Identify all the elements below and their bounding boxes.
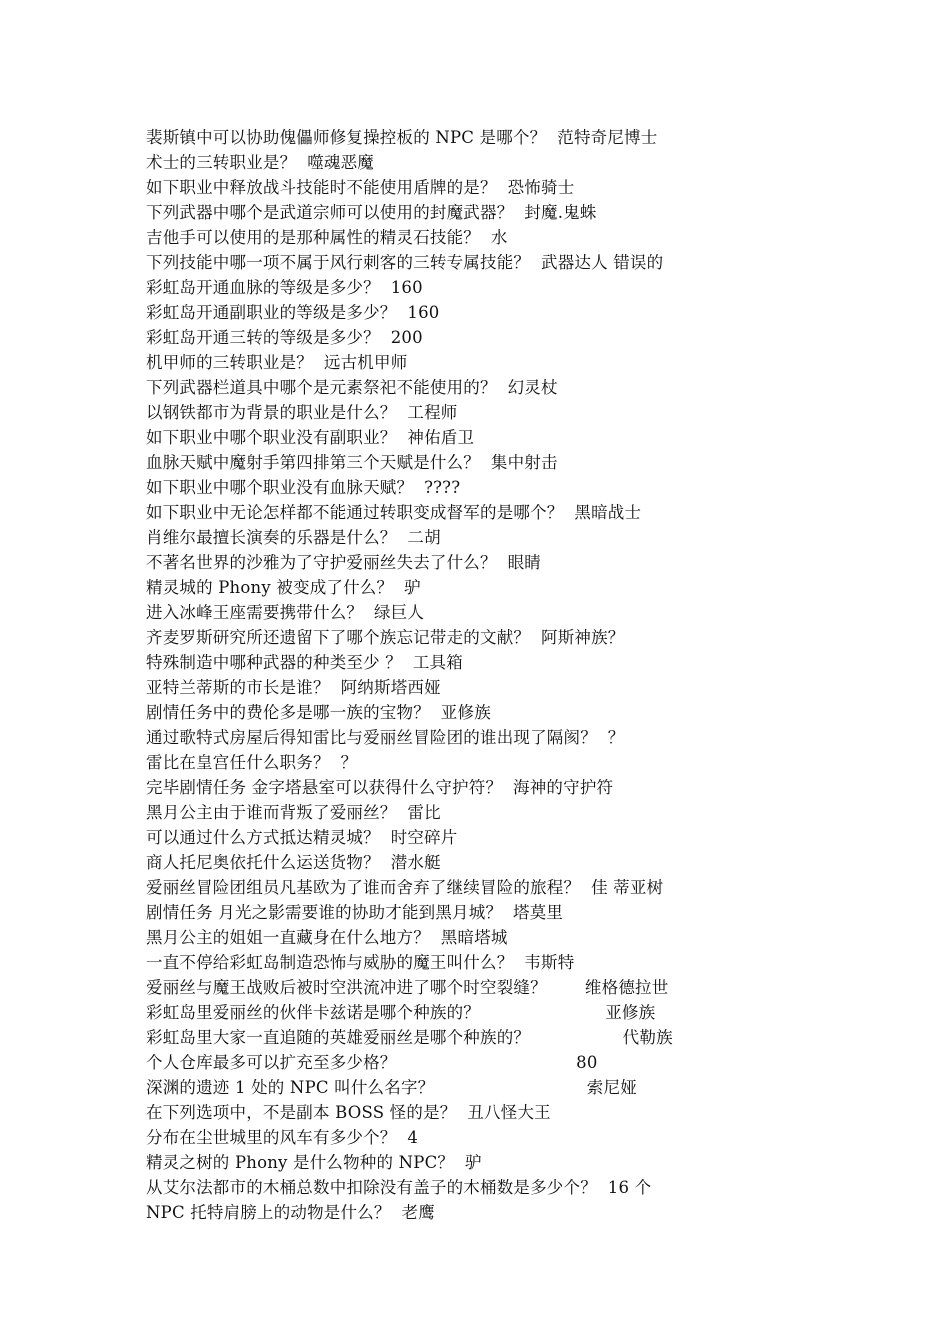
qa-line: 下列武器中哪个是武道宗师可以使用的封魔武器？ 封魔.鬼蛛 [146,203,597,222]
qa-line: 以钢铁都市为背景的职业是什么？ 工程师 [146,403,458,422]
qa-line: 在下列选项中，不是副本 BOSS 怪的是？ 丑八怪大王 [146,1103,551,1122]
qa-line: 亚特兰蒂斯的市长是谁？ 阿纳斯塔西娅 [146,678,441,697]
qa-line: 商人托尼奥依托什么运送货物？ 潜水艇 [146,853,441,872]
qa-line: 深渊的遗迹 1 处的 NPC 叫什么名字？ 索尼娅 [146,1078,637,1097]
qa-line: 下列技能中哪一项不属于风行刺客的三转专属技能？ 武器达人 错误的 [146,253,664,272]
qa-line: 如下职业中无论怎样都不能通过转职变成督军的是哪个？ 黑暗战士 [146,503,642,522]
qa-line: 彩虹岛里大家一直追随的英雄爱丽丝是哪个种族的？ 代勒族 [146,1028,673,1047]
qa-line: 个人仓库最多可以扩充至多少格？ 80 [146,1053,598,1072]
qa-line: 从艾尔法都市的木桶总数中扣除没有盖子的木桶数是多少个？ 16 个 [146,1178,652,1197]
qa-line: 下列武器栏道具中哪个是元素祭祀不能使用的？ 幻灵杖 [146,378,558,397]
qa-list [146,125,786,1225]
qa-line: 爱丽丝与魔王战败后被时空洪流冲进了哪个时空裂缝？ 维格德拉世 [146,978,669,997]
qa-line: 精灵城的 Phony 被变成了什么？ 驴 [146,578,421,597]
qa-line: 机甲师的三转职业是？ 远古机甲师 [146,353,408,372]
qa-line: 彩虹岛开通血脉的等级是多少？ 160 [146,278,423,297]
qa-line: 如下职业中哪个职业没有血脉天赋？ ???? [146,478,461,497]
qa-line: 精灵之树的 Phony 是什么物种的 NPC？ 驴 [146,1153,482,1172]
qa-line: 分布在尘世城里的风车有多少个？ 4 [146,1128,419,1147]
qa-line: 齐麦罗斯研究所还遗留下了哪个族忘记带走的文献？ 阿斯神族？ [146,628,625,647]
qa-line: 彩虹岛里爱丽丝的伙伴卡兹诺是哪个种族的？ 亚修族 [146,1003,656,1022]
qa-line: 肖维尔最擅长演奏的乐器是什么？ 二胡 [146,528,441,547]
qa-line: 术士的三转职业是？ 噬魂恶魔 [146,153,374,172]
qa-line: NPC 托特肩膀上的动物是什么？ 老鹰 [146,1203,435,1222]
qa-line: 完毕剧情任务 金字塔悬室可以获得什么守护符？ 海神的守护符 [146,778,614,797]
qa-line: 如下职业中释放战斗技能时不能使用盾牌的是？ 恐怖骑士 [146,178,575,197]
qa-line: 通过歌特式房屋后得知雷比与爱丽丝冒险团的谁出现了隔阂？ ？ [146,728,625,747]
qa-line: 可以通过什么方式抵达精灵城？ 时空碎片 [146,828,458,847]
qa-line: 不著名世界的沙雅为了守护爱丽丝失去了什么？ 眼睛 [146,553,541,572]
qa-line: 黑月公主由于谁而背叛了爱丽丝？ 雷比 [146,803,441,822]
qa-line: 一直不停给彩虹岛制造恐怖与威胁的魔王叫什么？ 韦斯特 [146,953,575,972]
qa-line: 特殊制造中哪种武器的种类至少 ？ 工具箱 [146,653,463,672]
qa-line: 彩虹岛开通三转的等级是多少？ 200 [146,328,423,347]
qa-line: 爱丽丝冒险团组员凡基欧为了谁而舍弃了继续冒险的旅程？ 佳 蒂亚树 [146,878,664,897]
qa-line: 剧情任务 月光之影需要谁的协助才能到黑月城？ 塔莫里 [146,903,564,922]
qa-line: 黑月公主的姐姐一直藏身在什么地方？ 黑暗塔城 [146,928,508,947]
qa-line: 吉他手可以使用的是那种属性的精灵石技能？ 水 [146,228,508,247]
qa-line: 彩虹岛开通副职业的等级是多少？ 160 [146,303,440,322]
qa-line: 血脉天赋中魔射手第四排第三个天赋是什么？ 集中射击 [146,453,558,472]
qa-line: 雷比在皇宫任什么职务？ ？ [146,753,358,772]
qa-line: 剧情任务中的费伦多是哪一族的宝物？ 亚修族 [146,703,491,722]
qa-line: 裴斯镇中可以协助傀儡师修复操控板的 NPC 是哪个？ 范特奇尼博士 [146,128,658,147]
qa-line: 如下职业中哪个职业没有副职业？ 神佑盾卫 [146,428,475,447]
qa-line: 进入冰峰王座需要携带什么？ 绿巨人 [146,603,425,622]
